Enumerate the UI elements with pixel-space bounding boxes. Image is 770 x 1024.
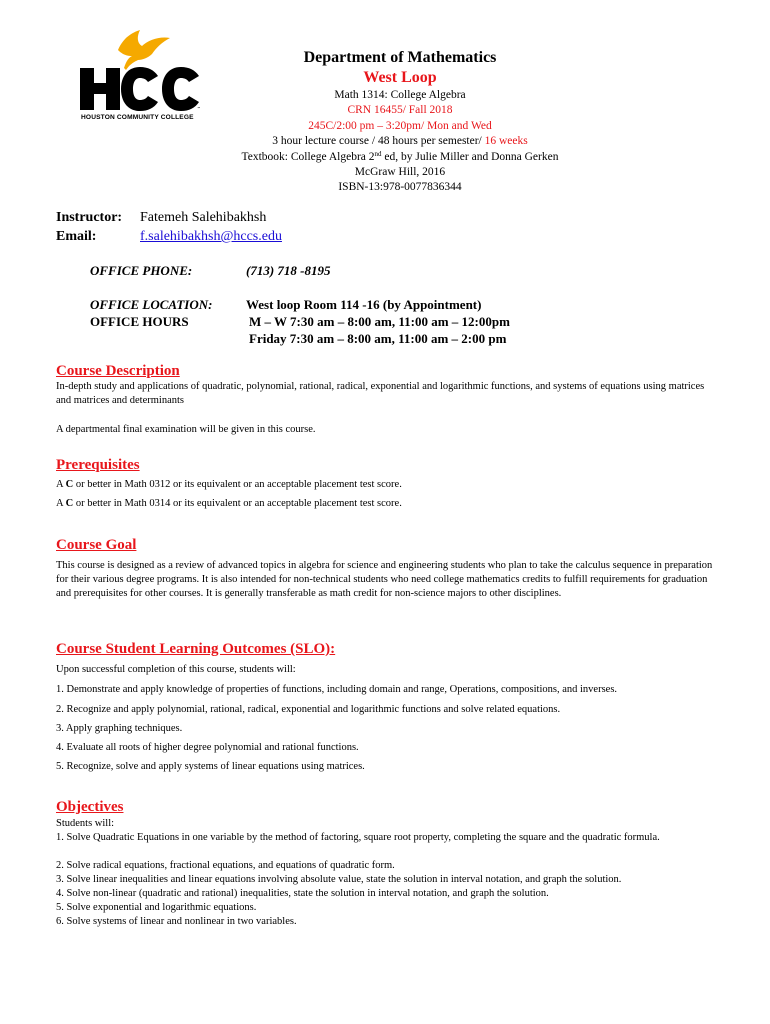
slo-item: 1. Demonstrate and apply knowledge of properties of functions, including domain and range, Operations, compositions, and inverses. (56, 684, 618, 695)
objective-item: 4. Solve non-linear (quadratic and rational) inequalities, state the solution in interval notation, and graph the solution. (56, 888, 549, 899)
office-hours-label: OFFICE HOURS (90, 314, 189, 329)
instructor-name: Fatemeh Salehibakhsh (140, 210, 267, 225)
prerequisites-heading: Prerequisites (56, 457, 140, 473)
email-label: Email: (56, 229, 97, 244)
objective-item: 1. Solve Quadratic Equations in one variable by the method of factoring, square root property, completing the square and the quadratic formula. (56, 832, 660, 843)
prereq-grade: C (65, 479, 74, 490)
office-location-row (90, 296, 481, 313)
objective-item: 3. Solve linear inequalities and linear equations involving absolute value, state the solution in interval notation, and graph the solution. (56, 874, 622, 885)
course-description-heading: Course Description (56, 363, 180, 379)
office-location-value: West loop Room 114 -16 (by Appointment) (246, 297, 482, 312)
prereq-text: or better in Math 0312 or its equivalent or an acceptable placement test score. (73, 479, 402, 490)
prereq-prefix: A (56, 479, 66, 490)
slo-item: 2. Recognize and apply polynomial, rational, radical, exponential and logarithmic functions and solve related equations. (56, 704, 561, 715)
course-name: Math 1314: College Algebra (334, 89, 466, 101)
eagle-icon (118, 30, 170, 70)
campus-title: West Loop (363, 69, 437, 86)
prerequisite-item (56, 497, 736, 511)
hours-text: 3 hour lecture course / 48 hours per semester/ (272, 135, 485, 148)
objective-item: 5. Solve exponential and logarithmic equations. (56, 902, 257, 913)
email-link[interactable]: f.salehibakhsh@hccs.edu (140, 229, 282, 244)
hcc-letters (80, 67, 199, 111)
course-goal-heading: Course Goal (56, 537, 137, 553)
department-title: Department of Mathematics (303, 49, 497, 66)
textbook-text: Textbook: College Algebra 2 (241, 150, 375, 163)
course-goal-text: This course is designed as a review of advanced topics in algebra for science and engineering students who plan to take the calculus sequence in preparation for their various degree programs. It is also intended for non-technical students who need college mathematics credits to fulfill requirements for graduation and prerequisites for other courses. It is generally transferable as math credit for non-science majors to other disciplines. (56, 560, 713, 599)
hcc-logo (78, 30, 203, 125)
office-hours-value-1: M – W 7:30 am – 8:00 am, 11:00 am – 12:00pm (249, 314, 510, 329)
prereq-text: or better in Math 0314 or its equivalent or an acceptable placement test score. (73, 498, 402, 509)
office-phone-label: OFFICE PHONE: (90, 263, 193, 278)
hours-line (200, 134, 600, 149)
course-header (200, 48, 600, 196)
slo-item: 3. Apply graphing techniques. (56, 723, 183, 734)
office-hours-value-2: Friday 7:30 am – 8:00 am, 11:00 am – 2:00 pm (249, 331, 507, 346)
logo-tagline: HOUSTON COMMUNITY COLLEGE (81, 114, 194, 121)
objectives-intro: Students will: (56, 818, 115, 829)
slo-item: 5. Recognize, solve and apply systems of linear equations using matrices. (56, 761, 365, 772)
office-location-label: OFFICE LOCATION: (90, 297, 213, 312)
prerequisite-item (56, 478, 736, 492)
edition-superscript: nd (374, 149, 382, 158)
instructor-block (56, 208, 282, 246)
prereq-prefix: A (56, 498, 66, 509)
slo-intro: Upon successful completion of this course, students will: (56, 664, 296, 675)
office-hours-row-2 (249, 330, 506, 347)
final-exam-note: A departmental final examination will be given in this course. (56, 424, 316, 435)
textbook-line (200, 150, 600, 165)
office-hours-row (90, 313, 510, 330)
crn-line: CRN 16455/ Fall 2018 (347, 104, 453, 117)
objectives-heading: Objectives (56, 799, 124, 815)
instructor-label: Instructor: (56, 210, 123, 225)
isbn-line: ISBN-13:978-0077836344 (338, 181, 462, 194)
textbook-authors: ed, by Julie Miller and Donna Gerken (381, 150, 559, 163)
schedule-line: 245C/2:00 pm – 3:20pm/ Mon and Wed (308, 119, 492, 132)
objective-item: 2. Solve radical equations, fractional equations, and equations of quadratic form. (56, 860, 395, 871)
office-phone-value: (713) 718 -8195 (246, 263, 331, 278)
weeks-text: 16 weeks (484, 135, 528, 148)
slo-heading: Course Student Learning Outcomes (SLO): (56, 641, 336, 657)
prereq-grade: C (65, 498, 74, 509)
svg-text:™: ™ (197, 106, 201, 111)
slo-item: 4. Evaluate all roots of higher degree polynomial and rational functions. (56, 742, 359, 753)
objective-item: 6. Solve systems of linear and nonlinear in two variables. (56, 916, 297, 927)
course-description-text: In-depth study and applications of quadratic, polynomial, rational, radical, exponential and logarithmic functions, and systems of equations using matrices and matrices and determinants (56, 381, 705, 406)
publisher-line: McGraw Hill, 2016 (354, 166, 446, 179)
office-phone-row (90, 262, 331, 279)
